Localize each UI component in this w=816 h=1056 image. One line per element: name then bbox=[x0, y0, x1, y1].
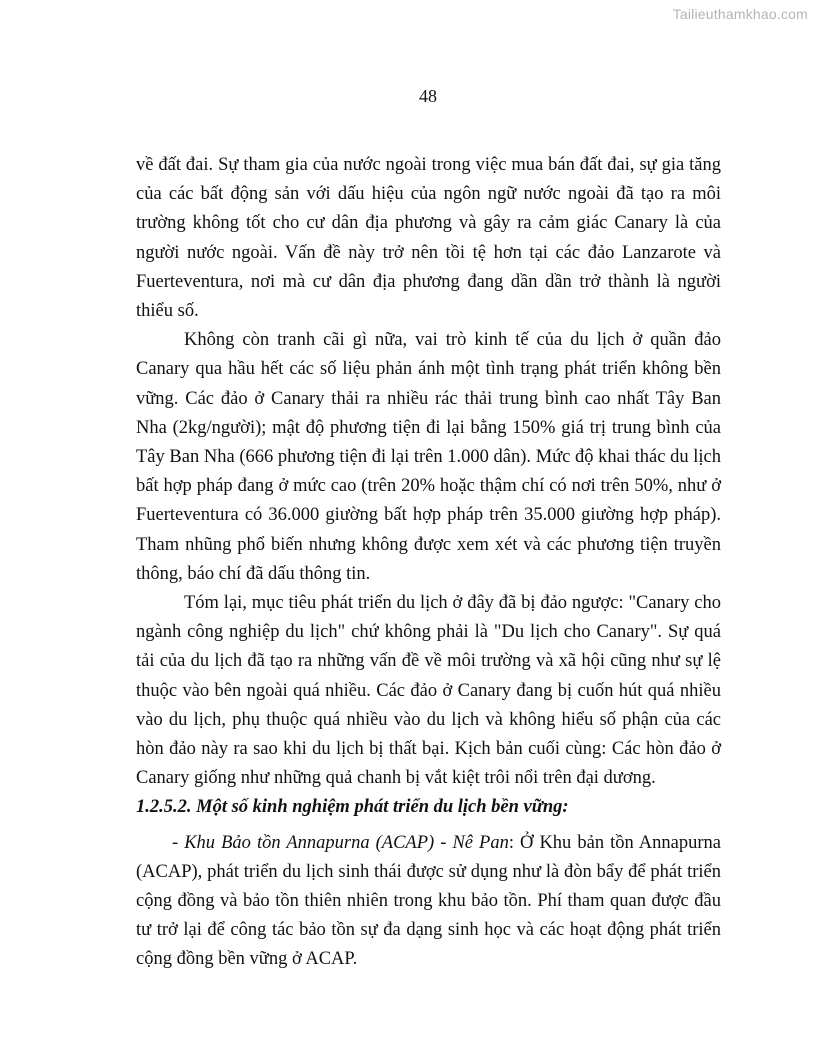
bullet-text: : Ở Khu bản tồn Annapurna (ACAP), phát triển du lịch sinh thái được sử dụng như là đòn bẩy để phát triển cộng đồng và bảo tồn thiên nhiên trong khu bảo tồn. Phí tham quan được đầu tư trở lại để công tác bảo tồn sự đa dạng sinh học và các hoạt động phát triển cộng đồng bền vững ở ACAP. bbox=[136, 832, 721, 970]
section-heading: 1.2.5.2. Một số kinh nghiệm phát triển du lịch bền vững: bbox=[136, 797, 569, 818]
paragraph-1: về đất đai. Sự tham gia của nước ngoài trong việc mua bán đất đai, sự gia tăng của các bất động sản với dấu hiệu của ngôn ngữ nước ngoài đã tạo ra môi trường không tốt cho cư dân địa phương và gây ra cảm giác Canary là của người nước ngoài. Vấn đề này trở nên tồi tệ hơn tại các đảo Lanzarote và Fuerteventura, nơi mà cư dân địa phương đang dần dần trở thành là người thiểu số. bbox=[136, 155, 721, 322]
page-number: 48 bbox=[419, 86, 437, 106]
document-body bbox=[136, 151, 721, 975]
bullet-paragraph bbox=[136, 829, 721, 975]
paragraph-3: Tóm lại, mục tiêu phát triển du lịch ở đây đã bị đảo ngược: "Canary cho ngành công nghiệp du lịch" chứ không phải là "Du lịch cho Canary". Sự quá tải của du lịch đã tạo ra những vấn đề về môi trường và xã hội cũng như sự lệ thuộc vào bên ngoài quá nhiều. Các đảo ở Canary đang bị cuốn hút quá nhiều vào du lịch, phụ thuộc quá nhiều vào du lịch và không hiểu số phận của các hòn đảo này ra sao khi du lịch bị thất bại. Kịch bản cuối cùng: Các hòn đảo ở Canary giống như những quả chanh bị vắt kiệt trôi nổi trên đại dương. bbox=[136, 593, 721, 789]
bullet-lead: - Khu Bảo tồn Annapurna (ACAP) - Nê Pan bbox=[172, 832, 509, 853]
watermark: Tailieuthamkhao.com bbox=[672, 6, 808, 22]
paragraph-2: Không còn tranh cãi gì nữa, vai trò kinh tế của du lịch ở quần đảo Canary qua hầu hết các số liệu phản ánh một tình trạng phát triển không bền vững. Các đảo ở Canary thải ra nhiều rác thải trung bình cao nhất Tây Ban Nha (2kg/người); mật độ phương tiện đi lại bằng 150% giá trị trung bình của Tây Ban Nha (666 phương tiện đi lại trên 1.000 dân). Mức độ khai thác du lịch bất hợp pháp đang ở mức cao (trên 20% hoặc thậm chí có nơi trên 50%, như ở Fuerteventura có 36.000 giường bất hợp pháp trên 35.000 giường hợp pháp). Tham nhũng phổ biến nhưng không được xem xét và các phương tiện truyền thông, báo chí đã dấu thông tin. bbox=[136, 330, 721, 584]
